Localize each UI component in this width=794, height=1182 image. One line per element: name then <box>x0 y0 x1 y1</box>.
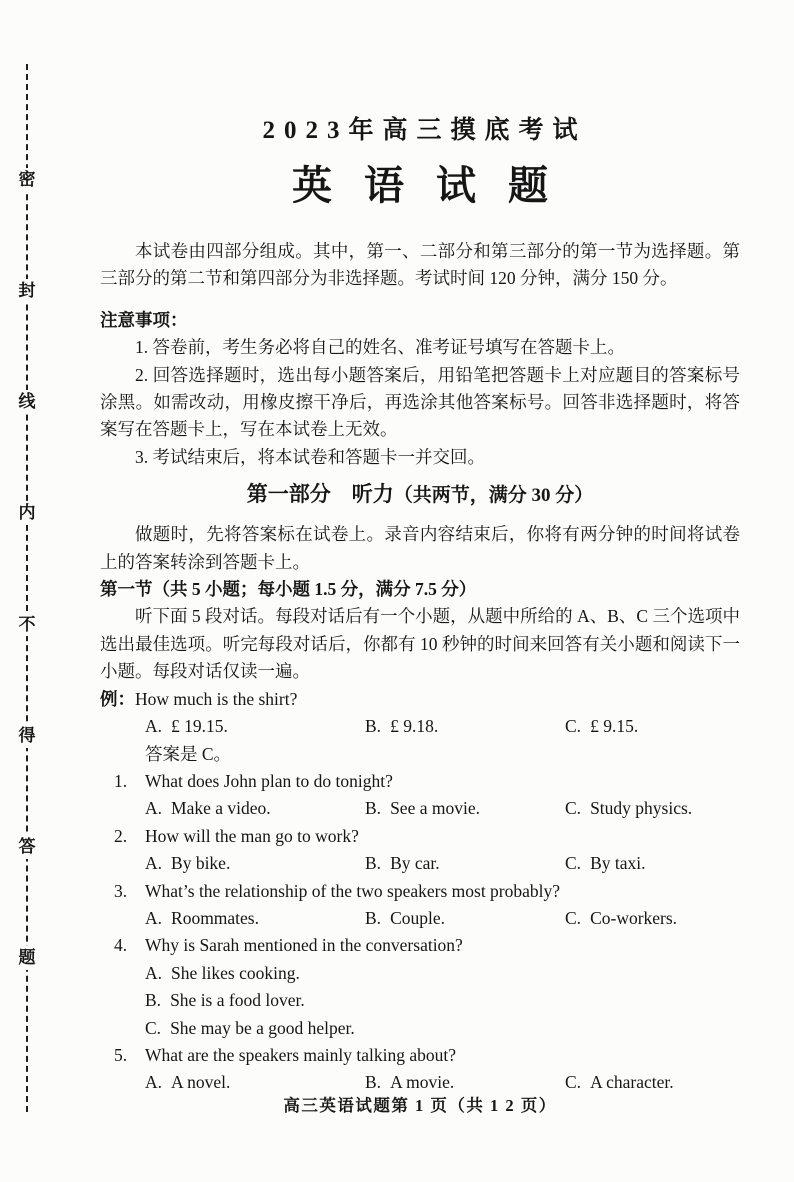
notes-heading: 注意事项： <box>100 309 188 330</box>
option-text: £ 9.18. <box>390 716 439 737</box>
option-c <box>565 905 677 932</box>
option-label: A. <box>145 907 163 928</box>
option-label: A. <box>145 798 163 819</box>
example-options-row <box>100 713 740 740</box>
question-2-options <box>100 850 740 877</box>
exam-title: 2023年高三摸底考试 <box>262 117 587 144</box>
question-3-options <box>100 905 740 932</box>
example-answer: 答案是 C。 <box>145 743 232 764</box>
example-label: 例： <box>100 688 135 709</box>
option-label: B. <box>365 798 382 819</box>
option-label: B. <box>145 990 162 1011</box>
question-5 <box>100 1042 740 1069</box>
option-label: A. <box>145 1072 163 1093</box>
option-label: C. <box>565 716 582 737</box>
question-text: Why is Sarah mentioned in the conversation? <box>145 935 463 956</box>
option-label: C. <box>565 1072 582 1093</box>
question-number: 1. <box>114 770 128 791</box>
question-4-option-a <box>100 960 740 987</box>
option-text: £ 19.15. <box>171 716 228 737</box>
seal-char: 答 <box>19 835 36 859</box>
note-item-1: 1. 答卷前，考生务必将自己的姓名、准考证号填写在答题卡上。 <box>135 337 625 358</box>
option-c <box>565 850 645 877</box>
seal-char: 得 <box>19 724 36 748</box>
option-b <box>365 905 565 932</box>
footer-page-label: 高三英语试题第 1 页（共 1 2 页） <box>283 1096 557 1115</box>
option-label: C. <box>145 1017 162 1038</box>
option-label: B. <box>365 716 382 737</box>
seal-char: 内 <box>19 501 36 525</box>
option-label: B. <box>365 907 382 928</box>
subject-title: 英语试题 <box>292 163 580 208</box>
question-4 <box>100 932 740 959</box>
note-item-3: 3. 考试结束后，将本试卷和答题卡一并交回。 <box>135 446 485 467</box>
question-text: How will the man go to work? <box>145 825 359 846</box>
option-b <box>365 850 565 877</box>
option-text: She is a food lover. <box>170 990 305 1011</box>
option-a <box>145 795 365 822</box>
example-question-line <box>100 686 740 713</box>
seal-char: 线 <box>19 390 36 414</box>
part1-heading-paren: （共两节，满分 30 分） <box>393 485 594 507</box>
option-text: Roommates. <box>171 907 259 928</box>
option-text: £ 9.15. <box>590 716 639 737</box>
option-text: Co-workers. <box>590 907 678 928</box>
intro-paragraph: 本试卷由四部分组成。其中，第一、二部分和第三部分的第一节为选择题。第三部分的第二节和第四部分为非选择题。考试时间 120 分钟，满分 150 分。 <box>100 241 740 289</box>
question-text: What are the speakers mainly talking about? <box>145 1044 456 1065</box>
option-text: By car. <box>390 853 440 874</box>
option-label: C. <box>565 798 582 819</box>
example-option-b <box>365 713 565 740</box>
seal-char: 密 <box>19 168 36 192</box>
question-number: 2. <box>114 825 128 846</box>
option-text: She may be a good helper. <box>170 1017 355 1038</box>
option-label: B. <box>365 853 382 874</box>
example-option-a <box>145 713 365 740</box>
option-text: Couple. <box>390 907 445 928</box>
option-text: Study physics. <box>590 798 693 819</box>
seal-char: 不 <box>19 613 36 637</box>
question-2 <box>100 823 740 850</box>
option-text: Make a video. <box>171 798 271 819</box>
question-text: What’s the relationship of the two speakers most probably? <box>145 880 561 901</box>
question-number: 5. <box>114 1044 128 1065</box>
question-number: 3. <box>114 880 128 901</box>
option-label: A. <box>145 962 163 983</box>
option-label: A. <box>145 853 163 874</box>
option-b <box>365 795 565 822</box>
option-a <box>145 850 365 877</box>
seal-text <box>16 168 38 970</box>
page-content <box>100 0 740 1097</box>
question-1 <box>100 768 740 795</box>
option-a <box>145 905 365 932</box>
note-item-2: 2. 回答选择题时，选出每小题答案后，用铅笔把答题卡上对应题目的答案标号涂黑。如需改动，用橡皮擦干净后，再选涂其他答案标号。回答非选择题时，将答案写在答题卡上，写在本试卷上无效。 <box>100 364 740 440</box>
question-4-option-b <box>100 987 740 1014</box>
option-text: By bike. <box>171 853 231 874</box>
option-text: A character. <box>590 1072 674 1093</box>
listening-instructions: 做题时，先将答案标在试卷上。录音内容结束后，你将有两分钟的时间将试卷上的答案转涂到答题卡上。 <box>100 524 740 572</box>
seal-char: 封 <box>19 279 36 303</box>
seal-strip <box>16 64 38 1112</box>
option-text: See a movie. <box>390 798 480 819</box>
section1-instructions: 听下面 5 段对话。每段对话后有一个小题，从题中所给的 A、B、C 三个选项中选出最佳选项。听完每段对话后，你都有 10 秒钟的时间来回答有关小题和阅读下一小题。每段对话仅读一遍。 <box>100 606 740 682</box>
option-text: A novel. <box>171 1072 231 1093</box>
question-4-option-c <box>100 1015 740 1042</box>
option-label: C. <box>565 907 582 928</box>
option-label: B. <box>365 1072 382 1093</box>
part1-heading <box>100 479 740 511</box>
option-text: By taxi. <box>590 853 646 874</box>
question-text: What does John plan to do tonight? <box>145 770 393 791</box>
example-question: How much is the shirt? <box>135 688 298 709</box>
seal-char: 题 <box>19 946 36 970</box>
question-1-options <box>100 795 740 822</box>
option-label: C. <box>565 853 582 874</box>
question-number: 4. <box>114 935 128 956</box>
section1-heading: 第一节（共 5 小题；每小题 1.5 分，满分 7.5 分） <box>100 579 477 600</box>
option-c <box>565 795 692 822</box>
option-text: She likes cooking. <box>171 962 300 983</box>
part1-heading-main: 第一部分 听力 <box>246 482 394 507</box>
option-text: A movie. <box>390 1072 455 1093</box>
question-3 <box>100 878 740 905</box>
example-option-c <box>565 713 638 740</box>
option-label: A. <box>145 716 163 737</box>
